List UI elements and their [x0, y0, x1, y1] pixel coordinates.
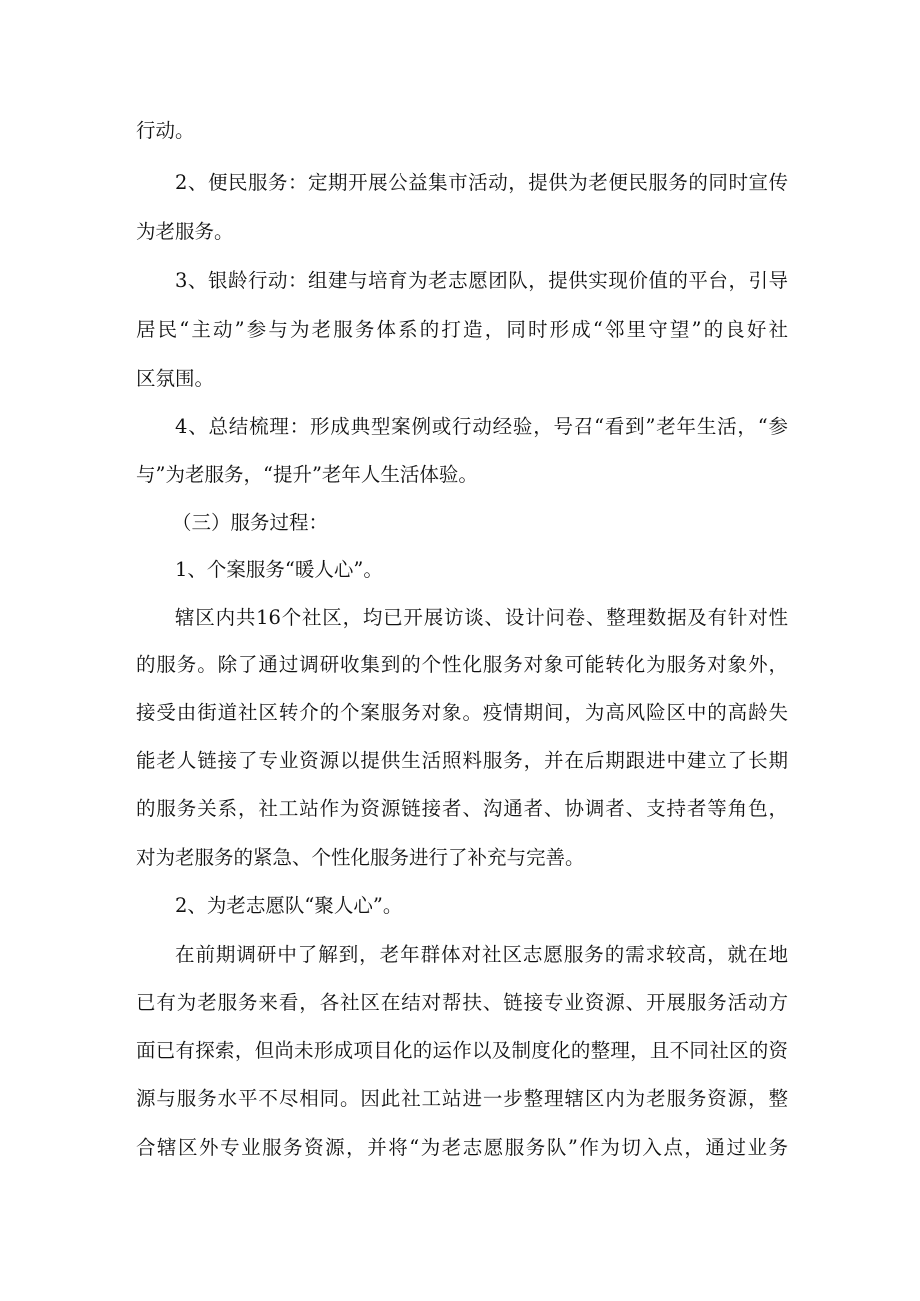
- text-line: 3、银龄行动：组建与培育为老志愿团队，提供实现价值的平台，引导: [175, 269, 788, 292]
- text-line: 为老服务。: [136, 220, 234, 243]
- text-line: 面已有探索，但尚未形成项目化的运作以及制度化的整理，且不同社区的资: [136, 1039, 788, 1062]
- text-line: 的服务。除了通过调研收集到的个性化服务对象可能转化为服务对象外，: [136, 653, 788, 676]
- text-line: 居民“主动”参与为老服务体系的打造，同时形成“邻里守望”的良好社: [136, 318, 788, 341]
- subheading: 1、个案服务“暖人心”。: [175, 558, 383, 581]
- text-line: 行动。: [136, 119, 195, 142]
- text-line: 合辖区外专业服务资源，并将“为老志愿服务队”作为切入点，通过业务: [136, 1136, 788, 1159]
- subheading: 2、为老志愿队“聚人心”。: [175, 894, 403, 917]
- text-line: 源与服务水平不尽相同。因此社工站进一步整理辖区内为老服务资源，整: [136, 1087, 788, 1110]
- text-line: 接受由街道社区转介的个案服务对象。疫情期间，为高风险区中的高龄失: [136, 701, 788, 724]
- text-line: 的服务关系，社工站作为资源链接者、沟通者、协调者、支持者等角色，: [136, 797, 788, 820]
- text-line: 4、总结梳理：形成典型案例或行动经验，号召“看到”老年生活，“参: [175, 415, 788, 438]
- text-line: 对为老服务的紧急、个性化服务进行了补充与完善。: [136, 846, 585, 869]
- section-heading: （三）服务过程：: [172, 511, 329, 534]
- text-line: 2、便民服务：定期开展公益集市活动，提供为老便民服务的同时宣传: [175, 171, 788, 194]
- text-line: 与”为老服务，“提升”老年人生活体验。: [136, 463, 478, 486]
- text-line: 辖区内共16个社区，均已开展访谈、设计问卷、整理数据及有针对性: [175, 606, 788, 629]
- text-line: 已有为老服务来看，各社区在结对帮扶、链接专业资源、开展服务活动方: [136, 991, 788, 1014]
- text-line: 区氛围。: [136, 367, 215, 390]
- text-line: 能老人链接了专业资源以提供生活照料服务，并在后期跟进中建立了长期: [136, 749, 788, 772]
- text-line: 在前期调研中了解到，老年群体对社区志愿服务的需求较高，就在地: [175, 943, 788, 966]
